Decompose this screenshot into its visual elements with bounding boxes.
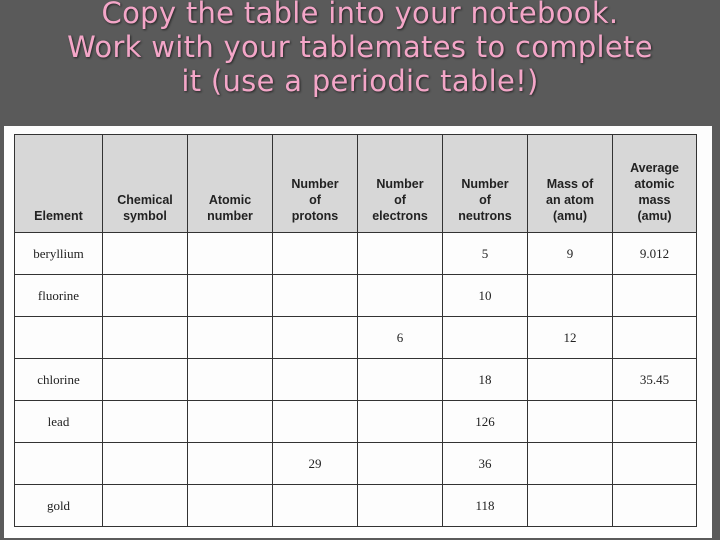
- table-cell: 9: [528, 233, 613, 275]
- element-table: [14, 134, 697, 527]
- table-cell: [188, 233, 273, 275]
- table-sheet: [4, 126, 712, 538]
- table-cell: fluorine: [15, 275, 103, 317]
- table-row: [15, 485, 697, 527]
- table-cell: [15, 317, 103, 359]
- table-cell: 12: [528, 317, 613, 359]
- table-cell: [188, 317, 273, 359]
- table-row: [15, 443, 697, 485]
- table-cell: [273, 275, 358, 317]
- table-cell: [273, 359, 358, 401]
- title-line-3: it (use a periodic table!): [181, 64, 539, 98]
- header-number-of-protons: Number of protons: [273, 135, 358, 233]
- table-cell: chlorine: [15, 359, 103, 401]
- table-cell: 118: [443, 485, 528, 527]
- table-cell: 5: [443, 233, 528, 275]
- table-cell: [103, 401, 188, 443]
- table-cell: [273, 317, 358, 359]
- table-row: [15, 401, 697, 443]
- table-cell: 18: [443, 359, 528, 401]
- table-cell: [358, 233, 443, 275]
- table-cell: [188, 401, 273, 443]
- table-cell: [613, 401, 697, 443]
- table-cell: [613, 485, 697, 527]
- table-cell: [528, 359, 613, 401]
- table-row: [15, 317, 697, 359]
- table-cell: [443, 317, 528, 359]
- table-cell: 35.45: [613, 359, 697, 401]
- table-cell: [188, 443, 273, 485]
- table-row: [15, 233, 697, 275]
- table-cell: [528, 401, 613, 443]
- table-row: [15, 359, 697, 401]
- table-cell: 29: [273, 443, 358, 485]
- table-cell: [358, 485, 443, 527]
- table-cell: beryllium: [15, 233, 103, 275]
- table-cell: [103, 359, 188, 401]
- header-average-atomic-mass: Average atomic mass (amu): [613, 135, 697, 233]
- table-cell: [103, 443, 188, 485]
- table-cell: [188, 485, 273, 527]
- table-cell: [358, 443, 443, 485]
- table-cell: [613, 275, 697, 317]
- table-cell: [358, 275, 443, 317]
- table-cell: [528, 443, 613, 485]
- table-cell: 6: [358, 317, 443, 359]
- table-cell: [358, 359, 443, 401]
- table-cell: [103, 275, 188, 317]
- title-line-1: Copy the table into your notebook.: [101, 0, 619, 30]
- table-cell: lead: [15, 401, 103, 443]
- table-cell: gold: [15, 485, 103, 527]
- header-atomic-number: Atomic number: [188, 135, 273, 233]
- table-cell: 10: [443, 275, 528, 317]
- table-cell: [273, 233, 358, 275]
- slide-title: [0, 0, 720, 98]
- table-cell: [273, 485, 358, 527]
- table-cell: 36: [443, 443, 528, 485]
- table-cell: [103, 485, 188, 527]
- header-mass-of-atom: Mass of an atom (amu): [528, 135, 613, 233]
- table-cell: [103, 233, 188, 275]
- table-cell: 9.012: [613, 233, 697, 275]
- table-cell: [613, 443, 697, 485]
- title-line-2: Work with your tablemates to complete: [67, 30, 653, 64]
- table-cell: [15, 443, 103, 485]
- table-cell: [613, 317, 697, 359]
- table-cell: 126: [443, 401, 528, 443]
- table-cell: [528, 275, 613, 317]
- header-element: Element: [15, 135, 103, 233]
- table-cell: [273, 401, 358, 443]
- table-cell: [358, 401, 443, 443]
- header-number-of-electrons: Number of electrons: [358, 135, 443, 233]
- header-chemical-symbol: Chemical symbol: [103, 135, 188, 233]
- table-row: [15, 275, 697, 317]
- table-cell: [103, 317, 188, 359]
- table-cell: [528, 485, 613, 527]
- header-row: [15, 135, 697, 233]
- table-cell: [188, 359, 273, 401]
- header-number-of-neutrons: Number of neutrons: [443, 135, 528, 233]
- table-cell: [188, 275, 273, 317]
